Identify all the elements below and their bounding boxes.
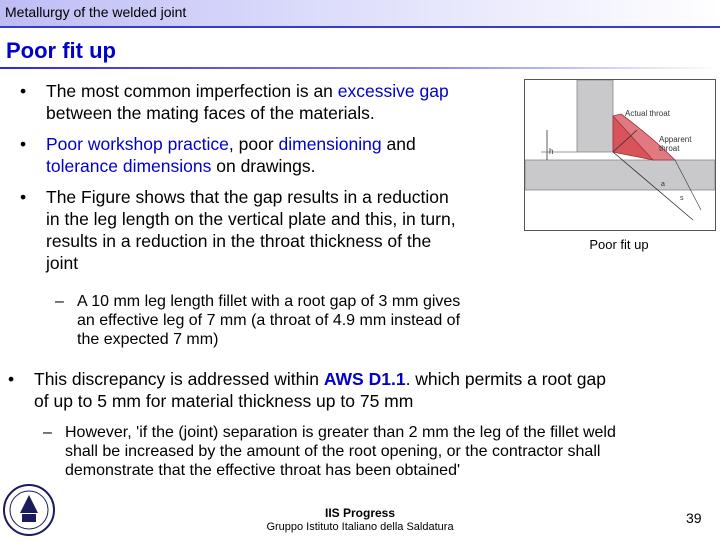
apparent-throat-label-2: throat: [659, 144, 680, 153]
iis-seal-icon: [2, 483, 56, 537]
s-label: s: [680, 195, 684, 202]
bullet-icon: •: [8, 369, 15, 389]
bullet-highlight: tolerance dimensions: [46, 156, 212, 176]
title-divider: [0, 67, 720, 69]
bullet-line: in the leg length on the vertical plate and this, in turn,: [46, 209, 456, 229]
figure-caption: Poor fit up: [589, 237, 649, 252]
bullet-line: The Figure shows that the gap results in a reduction: [46, 187, 449, 207]
sub-bullet-line: an effective leg of 7 mm (a throat of 4.9 mm instead of: [77, 312, 461, 329]
page-number: 39: [686, 510, 702, 526]
sub-bullet-line: demonstrate that the effective throat has been obtained': [65, 462, 461, 479]
bullet-highlight: AWS D1.1: [323, 369, 406, 389]
sub-bullet-however: [43, 423, 616, 480]
sub-bullet-line: A 10 mm leg length fillet with a root gap of 3 mm gives: [77, 293, 461, 310]
footer-org-subtitle: Gruppo Istituto Italiano della Saldatura: [266, 521, 454, 533]
bullet-line: joint: [46, 253, 79, 273]
bullet-aws-d11: [8, 368, 606, 412]
bullet-icon: •: [20, 134, 27, 154]
header-divider: [0, 26, 720, 28]
bullet-workshop-practice: [20, 133, 416, 177]
bullet-icon: •: [20, 187, 27, 207]
bullet-text: , poor: [228, 134, 279, 154]
bullet-text: This discrepancy is addressed within: [34, 369, 324, 389]
bullet-text: between the mating faces of the materials.: [46, 103, 375, 123]
bullet-highlight: Poor workshop practice: [46, 134, 229, 154]
iis-logo: [2, 483, 56, 537]
weld-diagram: [525, 80, 715, 230]
bullet-highlight: excessive gap: [337, 81, 449, 101]
bullet-text: The most common imperfection is an: [46, 81, 338, 101]
bullet-icon: •: [20, 81, 27, 101]
slide-title: Poor fit up: [6, 38, 116, 63]
vertical-plate: [577, 80, 613, 152]
sub-bullet-line: However, 'if the (joint) separation is greater than 2 mm the leg of the fillet weld: [65, 424, 616, 441]
sub-bullet-line: the expected 7 mm): [77, 331, 219, 348]
dash-icon: –: [43, 424, 52, 441]
bullet-line: results in a reduction in the throat thickness of the: [46, 231, 432, 251]
header-title: Metallurgy of the welded joint: [5, 4, 187, 20]
bullet-text: of up to 5 mm for material thickness up to 75 mm: [34, 391, 414, 411]
dash-icon: –: [55, 293, 64, 310]
sub-bullet-line: shall be increased by the amount of the root opening, or the contractor shall: [65, 443, 601, 460]
h-label: h: [549, 147, 554, 156]
bullet-excessive-gap: [20, 80, 449, 124]
poor-fit-up-figure: [524, 79, 716, 231]
apparent-throat-label-1: Apparent: [659, 135, 692, 144]
sub-bullet-leg-length: [55, 292, 461, 349]
bullet-text: on drawings.: [211, 156, 316, 176]
footer-org: IIS Progress: [324, 506, 396, 520]
bullet-text: . which permits a root gap: [405, 369, 606, 389]
bullet-text: and: [381, 134, 416, 154]
bullet-highlight: dimensioning: [278, 134, 382, 154]
actual-throat-label: Actual throat: [625, 109, 670, 118]
a-label: a: [661, 181, 665, 188]
bullet-figure-description: [20, 186, 456, 274]
base-plate: [525, 160, 715, 190]
